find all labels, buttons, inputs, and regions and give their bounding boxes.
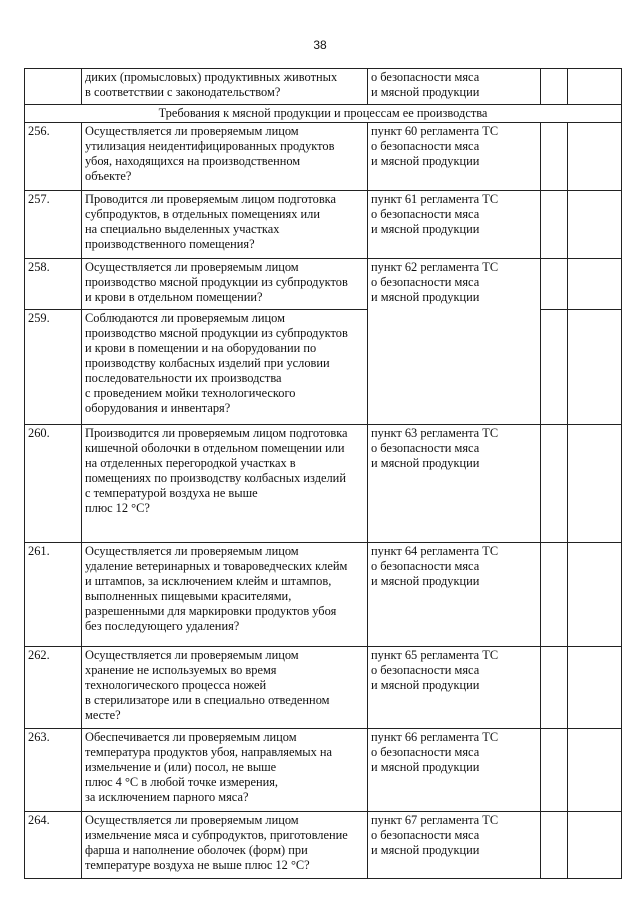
question-line: Обеспечивается ли проверяемым лицом — [85, 730, 297, 744]
reference-cell — [368, 191, 541, 259]
question-line: Осуществляется ли проверяемым лицом — [85, 544, 299, 558]
reference-line: о безопасности мяса — [371, 207, 480, 221]
question-line: температуре воздуха не выше плюс 12 °С? — [85, 858, 310, 872]
question-cell — [82, 647, 368, 729]
question-cell — [82, 729, 368, 812]
empty-cell — [568, 69, 622, 105]
reference-line: и мясной продукции — [371, 760, 480, 774]
question-line: и штампов, за исключением клейм и штампов, — [85, 574, 332, 588]
empty-cell — [541, 543, 568, 647]
empty-cell — [568, 812, 622, 879]
checklist-body — [25, 69, 622, 879]
question-line: и крови в отдельном помещении? — [85, 290, 263, 304]
question-line: помещениях по производству колбасных изделий — [85, 471, 346, 485]
empty-cell — [568, 259, 622, 310]
reference-cell — [368, 259, 541, 425]
question-line: температура продуктов убоя, направляемых на — [85, 745, 333, 759]
reference-line: пункт 63 регламента ТС — [371, 426, 499, 440]
question-cell — [82, 191, 368, 259]
question-line: объекте? — [85, 169, 132, 183]
reference-line: и мясной продукции — [371, 154, 480, 168]
question-line: и крови в помещении и на оборудовании по — [85, 341, 317, 355]
empty-cell — [541, 425, 568, 543]
question-line: на отделенных перегородкой участках в — [85, 456, 296, 470]
question-line: в стерилизаторе или в специально отведенном — [85, 693, 330, 707]
reference-cell — [368, 123, 541, 191]
reference-cell — [368, 647, 541, 729]
empty-cell — [568, 123, 622, 191]
question-line: производство мясной продукции из субпродуктов — [85, 275, 348, 289]
reference-line: пункт 64 регламента ТС — [371, 544, 499, 558]
question-line: утилизация неидентифицированных продуктов — [85, 139, 335, 153]
question-line: последовательности их производства — [85, 371, 282, 385]
reference-line: о безопасности мяса — [371, 828, 480, 842]
question-line: Производится ли проверяемым лицом подготовка — [85, 426, 348, 440]
reference-line: пункт 61 регламента ТС — [371, 192, 499, 206]
row-number: 258. — [25, 259, 82, 310]
reference-line: о безопасности мяса — [371, 559, 480, 573]
question-line: измельчение и (или) посол, не выше — [85, 760, 277, 774]
question-line: производство мясной продукции из субпродуктов — [85, 326, 348, 340]
empty-cell — [541, 69, 568, 105]
question-cell — [82, 123, 368, 191]
reference-line: о безопасности мяса — [371, 441, 480, 455]
row-number: 256. — [25, 123, 82, 191]
question-line: месте? — [85, 708, 121, 722]
question-line: кишечной оболочки в отдельном помещении или — [85, 441, 345, 455]
question-line: диких (промысловых) продуктивных животных — [85, 70, 338, 84]
question-line: Осуществляется ли проверяемым лицом — [85, 124, 299, 138]
table-row — [25, 729, 622, 812]
reference-cell — [368, 812, 541, 879]
reference-cell — [368, 425, 541, 543]
question-cell — [82, 543, 368, 647]
table-row — [25, 259, 622, 310]
section-header-row — [25, 105, 622, 123]
question-line: на специально выделенных участках — [85, 222, 280, 236]
reference-line: пункт 62 регламента ТС — [371, 260, 499, 274]
question-line: хранение не используемых во время — [85, 663, 277, 677]
question-line: Осуществляется ли проверяемым лицом — [85, 648, 299, 662]
table-row — [25, 543, 622, 647]
row-number: 260. — [25, 425, 82, 543]
question-line: убоя, находящихся на производственном — [85, 154, 301, 168]
section-title: Требования к мясной продукции и процессам ее производства — [25, 105, 622, 123]
question-line: фарша и наполнение оболочек (форм) при — [85, 843, 308, 857]
question-line: с температурой воздуха не выше — [85, 486, 258, 500]
empty-cell — [541, 310, 568, 425]
reference-line: и мясной продукции — [371, 678, 480, 692]
question-line: Осуществляется ли проверяемым лицом — [85, 260, 299, 274]
empty-cell — [568, 729, 622, 812]
reference-line: и мясной продукции — [371, 456, 480, 470]
reference-line: пункт 65 регламента ТС — [371, 648, 499, 662]
empty-cell — [541, 729, 568, 812]
row-number: 262. — [25, 647, 82, 729]
question-line: производству колбасных изделий при условии — [85, 356, 330, 370]
question-line: Соблюдаются ли проверяемым лицом — [85, 311, 285, 325]
reference-line: и мясной продукции — [371, 290, 480, 304]
reference-line: о безопасности мяса — [371, 663, 480, 677]
empty-cell — [541, 812, 568, 879]
empty-cell — [541, 191, 568, 259]
question-cell — [82, 310, 368, 425]
empty-cell — [568, 543, 622, 647]
question-line: без последующего удаления? — [85, 619, 240, 633]
table-row — [25, 123, 622, 191]
question-line: удаление ветеринарных и товароведческих клейм — [85, 559, 348, 573]
reference-line: и мясной продукции — [371, 222, 480, 236]
reference-line: пункт 66 регламента ТС — [371, 730, 499, 744]
question-line: плюс 4 °С в любой точке измерения, — [85, 775, 279, 789]
table-row — [25, 647, 622, 729]
row-number: 259. — [25, 310, 82, 425]
reference-line: о безопасности мяса — [371, 275, 480, 289]
question-line: плюс 12 °С? — [85, 501, 150, 515]
reference-line: и мясной продукции — [371, 843, 480, 857]
question-line: технологического процесса ножей — [85, 678, 267, 692]
question-line: Осуществляется ли проверяемым лицом — [85, 813, 299, 827]
question-cell — [82, 812, 368, 879]
reference-line: и мясной продукции — [371, 85, 480, 99]
question-line: в соответствии с законодательством? — [85, 85, 281, 99]
empty-cell — [568, 191, 622, 259]
empty-cell — [568, 425, 622, 543]
question-cell — [82, 425, 368, 543]
question-cell — [82, 259, 368, 310]
row-number-cell — [25, 69, 82, 105]
question-line: выполненных пищевыми красителями, — [85, 589, 292, 603]
question-line: оборудования и инвентаря? — [85, 401, 231, 415]
row-number: 263. — [25, 729, 82, 812]
table-row-continuation — [25, 69, 622, 105]
reference-line: о безопасности мяса — [371, 70, 480, 84]
row-number: 261. — [25, 543, 82, 647]
empty-cell — [568, 310, 622, 425]
reference-cell — [368, 729, 541, 812]
table-row — [25, 425, 622, 543]
row-number: 257. — [25, 191, 82, 259]
checklist-table — [24, 68, 622, 879]
question-line: Проводится ли проверяемым лицом подготовка — [85, 192, 336, 206]
question-line: с проведением мойки технологического — [85, 386, 296, 400]
table-row — [25, 191, 622, 259]
question-line: измельчение мяса и субпродуктов, приготовление — [85, 828, 348, 842]
reference-line: пункт 60 регламента ТС — [371, 124, 499, 138]
page-number: 38 — [313, 38, 327, 52]
reference-line: о безопасности мяса — [371, 745, 480, 759]
reference-cell — [368, 543, 541, 647]
reference-cell — [368, 69, 541, 105]
question-cell — [82, 69, 368, 105]
empty-cell — [568, 647, 622, 729]
reference-line: о безопасности мяса — [371, 139, 480, 153]
question-line: субпродуктов, в отдельных помещениях или — [85, 207, 320, 221]
row-number: 264. — [25, 812, 82, 879]
question-line: производственного помещения? — [85, 237, 255, 251]
table-row — [25, 812, 622, 879]
question-line: за исключением парного мяса? — [85, 790, 249, 804]
reference-line: и мясной продукции — [371, 574, 480, 588]
reference-line: пункт 67 регламента ТС — [371, 813, 499, 827]
question-line: разрешенными для маркировки продуктов убоя — [85, 604, 337, 618]
empty-cell — [541, 259, 568, 310]
empty-cell — [541, 647, 568, 729]
empty-cell — [541, 123, 568, 191]
